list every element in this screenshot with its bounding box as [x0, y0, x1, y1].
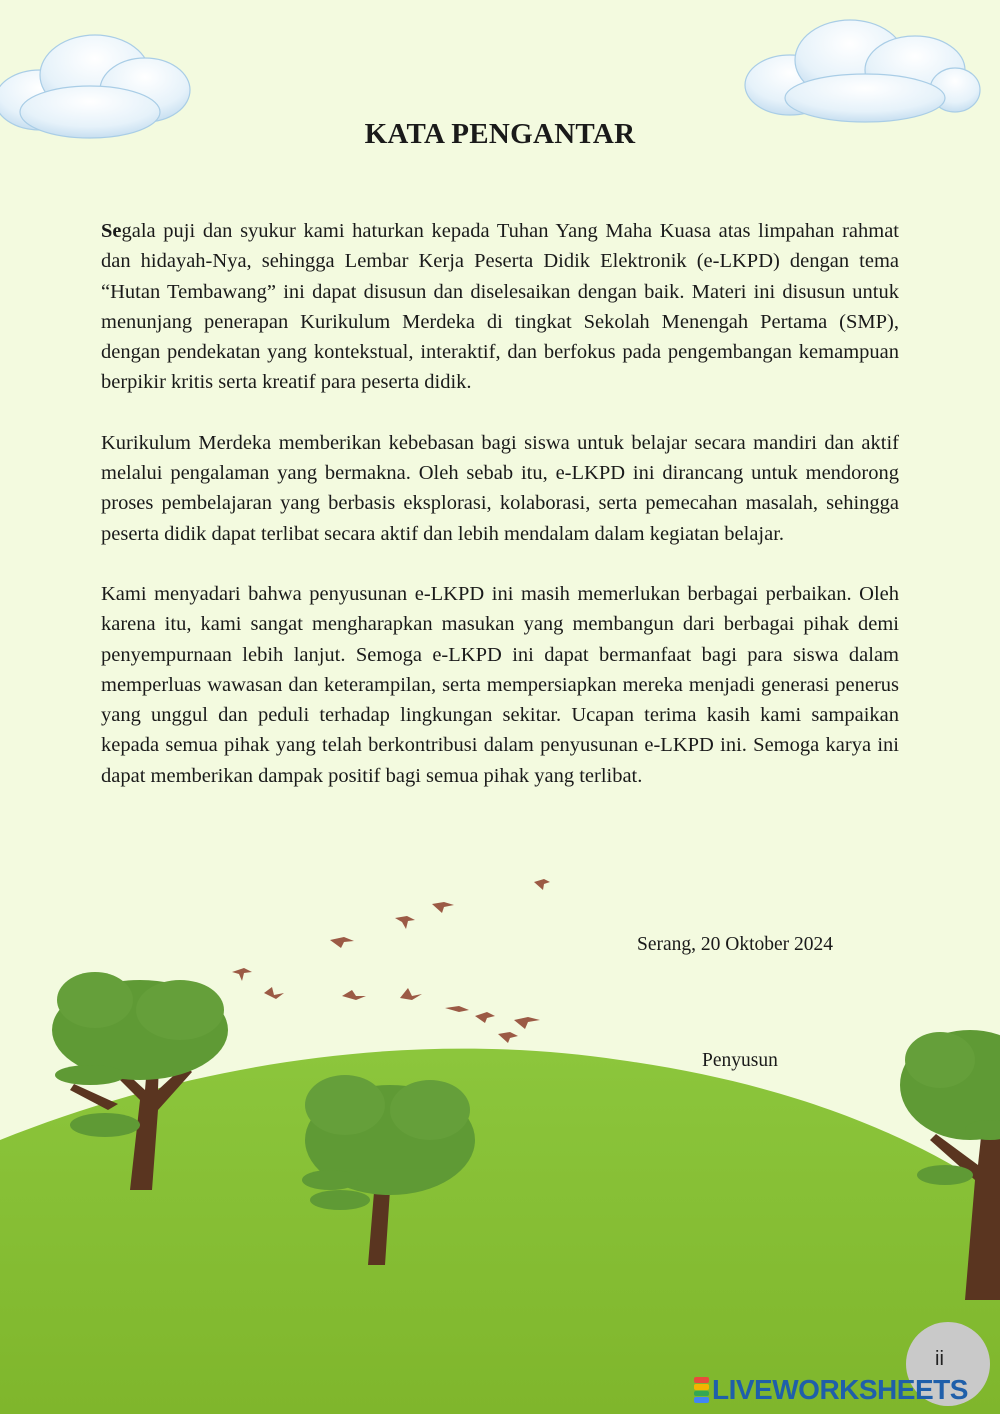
paragraph-1-text: gala puji dan syukur kami haturkan kepada Tuhan Yang Maha Kuasa atas limpahan rahmat dan hidayah-Nya, sehingga Lembar Kerja Peserta Didik Elektronik (e-LKPD) dengan tema “Hutan Tembawang” ini dapat disusun dan diselesaikan dengan baik. Materi ini disusun untuk menunjang penerapan Kurikulum Merdeka di tingkat Sekolah Menengah Pertama (SMP), dengan pendekatan yang kontekstual, interaktif, dan berfokus pada pengembangan kemampuan berpikir kritis serta kreatif para peserta didik.: [101, 220, 899, 394]
page-title: KATA PENGANTAR: [364, 118, 636, 150]
liveworksheets-logo[interactable]: [694, 1372, 968, 1408]
page-number: ii: [935, 1348, 944, 1370]
liveworksheets-mark-icon: [694, 1377, 709, 1403]
foreword-body: [101, 216, 899, 821]
paragraph-2: Kurikulum Merdeka memberikan kebebasan bagi siswa untuk belajar secara mandiri dan aktif melalui pengalaman yang bermakna. Oleh sebab itu, e-LKPD ini dirancang untuk mendorong proses pembelajaran yang berbasis eksplorasi, kolaborasi, serta pemecahan masalah, sehingga peserta didik dapat terlibat secara aktif dan lebih mendalam dalam kegiatan belajar.: [101, 431, 899, 545]
place-date: Serang, 20 Oktober 2024: [637, 934, 834, 955]
liveworksheets-wordmark: LIVEWORKSHEETS: [712, 1374, 968, 1405]
paragraph-1-lead: Se: [101, 220, 122, 242]
paragraph-3: Kami menyadari bahwa penyusunan e-LKPD ini masih memerlukan berbagai perbaikan. Oleh karena itu, kami sangat mengharapkan masukan yang membangun dari berbagai pihak demi penyempurnaan lebih lanjut. Semoga e-LKPD ini dapat bermanfaat bagi para siswa dalam memperluas wawasan dan keterampilan, serta mempersiapkan mereka menjadi generasi penerus yang unggul dan peduli terhadap lingkungan sekitar. Ucapan terima kasih kami sampaikan kepada semua pihak yang telah berkontribusi dalam penyusunan e-LKPD ini. Semoga karya ini dapat memberikan dampak positif bagi semua pihak yang terlibat.: [101, 582, 899, 787]
cloud-right-icon: [745, 20, 980, 122]
paragraph-1: [101, 216, 899, 398]
birds-flock-icon: [232, 879, 550, 1043]
signer-label: Penyusun: [702, 1050, 778, 1071]
